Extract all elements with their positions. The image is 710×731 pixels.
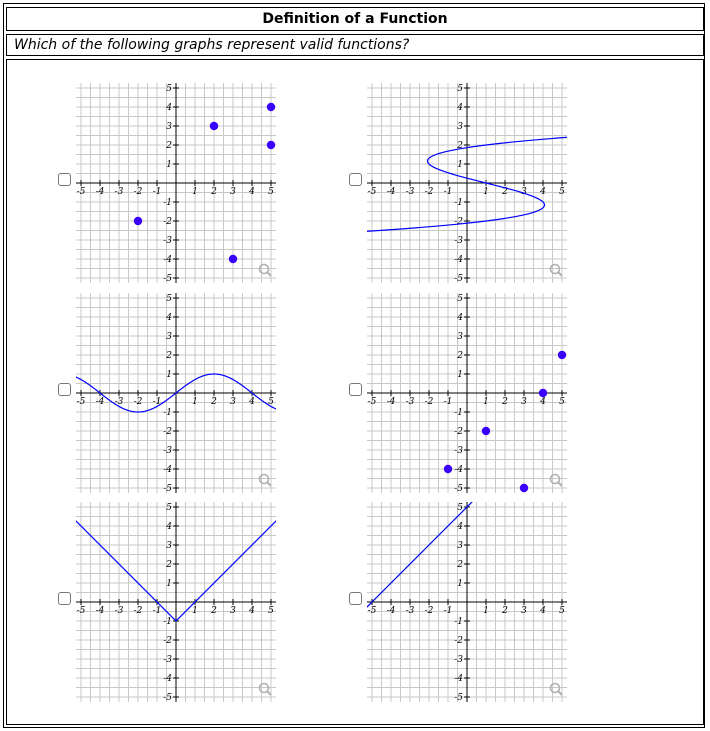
x-tick-label: -2 [133, 397, 143, 407]
data-point [444, 465, 452, 473]
y-tick-label: 4 [457, 522, 463, 532]
x-tick-label: -3 [114, 187, 124, 197]
y-tick-label: 3 [457, 122, 463, 132]
data-point [482, 427, 490, 435]
y-tick-label: 1 [457, 579, 463, 589]
y-tick-label: -1 [163, 198, 172, 208]
x-tick-label: 2 [502, 397, 508, 407]
x-tick-label: 5 [559, 606, 565, 616]
x-tick-label: 2 [211, 187, 217, 197]
y-tick-label: -4 [163, 255, 172, 265]
x-tick-label: -1 [443, 606, 453, 616]
x-tick-label: 1 [192, 606, 198, 616]
x-tick-label: -2 [424, 606, 434, 616]
graph-1 [76, 83, 276, 283]
checkbox-graph-3[interactable] [58, 383, 71, 396]
y-tick-label: 5 [457, 503, 463, 513]
y-tick-label: 2 [457, 560, 463, 570]
page-title: Definition of a Function [262, 11, 448, 27]
y-tick-label: 5 [166, 84, 172, 94]
y-tick-label: 2 [457, 351, 463, 361]
x-tick-label: -5 [367, 397, 377, 407]
graph-6 [367, 502, 567, 702]
y-tick-label: -3 [163, 655, 172, 665]
checkbox-graph-5[interactable] [58, 592, 71, 605]
data-point [267, 103, 275, 111]
x-tick-label: 5 [559, 397, 565, 407]
title-bar [6, 7, 704, 31]
x-tick-label: -3 [405, 606, 415, 616]
y-tick-label: -5 [163, 274, 172, 284]
x-tick-label: -4 [95, 397, 105, 407]
x-tick-label: -3 [114, 606, 124, 616]
y-tick-label: -2 [163, 427, 172, 437]
x-tick-label: -2 [424, 397, 434, 407]
x-tick-label: 3 [230, 397, 236, 407]
x-tick-label: -3 [405, 397, 415, 407]
y-tick-label: -4 [163, 674, 172, 684]
x-tick-label: 1 [483, 187, 489, 197]
x-tick-label: 3 [230, 187, 236, 197]
y-tick-label: 3 [166, 541, 172, 551]
y-tick-label: 4 [166, 313, 172, 323]
y-tick-label: 3 [457, 332, 463, 342]
y-tick-label: 1 [166, 160, 172, 170]
x-tick-label: -5 [367, 187, 377, 197]
y-tick-label: 3 [166, 122, 172, 132]
y-tick-label: 5 [457, 84, 463, 94]
x-tick-label: -2 [133, 606, 143, 616]
x-tick-label: 1 [483, 397, 489, 407]
y-tick-label: -4 [163, 465, 172, 475]
y-tick-label: -1 [163, 408, 172, 418]
y-tick-label: 5 [457, 294, 463, 304]
y-tick-label: -2 [454, 636, 463, 646]
y-tick-label: 5 [166, 294, 172, 304]
x-tick-label: -1 [443, 187, 453, 197]
x-tick-label: -5 [367, 606, 377, 616]
x-tick-label: -3 [114, 397, 124, 407]
x-tick-label: 4 [249, 187, 255, 197]
y-tick-label: -5 [454, 484, 463, 494]
x-tick-label: 4 [249, 397, 255, 407]
data-point [267, 141, 275, 149]
x-tick-label: -1 [152, 606, 162, 616]
y-tick-label: -1 [454, 198, 463, 208]
graph-2 [367, 83, 567, 283]
y-tick-label: 4 [457, 103, 463, 113]
question-bar [6, 34, 704, 56]
y-tick-label: -3 [454, 655, 463, 665]
x-tick-label: 1 [192, 397, 198, 407]
y-tick-label: -3 [163, 236, 172, 246]
y-tick-label: -5 [163, 484, 172, 494]
x-tick-label: -5 [76, 187, 86, 197]
x-tick-label: 2 [502, 187, 508, 197]
x-tick-label: -3 [405, 187, 415, 197]
x-tick-label: -4 [386, 187, 396, 197]
y-tick-label: 2 [457, 141, 463, 151]
x-tick-label: -4 [386, 397, 396, 407]
x-tick-label: 5 [268, 397, 274, 407]
y-tick-label: 1 [166, 579, 172, 589]
x-tick-label: 2 [502, 606, 508, 616]
data-point [229, 255, 237, 263]
x-tick-label: -2 [424, 187, 434, 197]
data-point [520, 484, 528, 492]
x-tick-label: -4 [95, 606, 105, 616]
checkbox-graph-1[interactable] [58, 173, 71, 186]
y-tick-label: -2 [163, 217, 172, 227]
x-tick-label: 3 [521, 187, 527, 197]
x-tick-label: 5 [268, 187, 274, 197]
x-tick-label: -4 [386, 606, 396, 616]
y-tick-label: 2 [166, 141, 172, 151]
y-tick-label: 3 [166, 332, 172, 342]
y-tick-label: 2 [166, 351, 172, 361]
y-tick-label: 2 [166, 560, 172, 570]
data-point [539, 389, 547, 397]
x-tick-label: -2 [133, 187, 143, 197]
x-tick-label: 4 [540, 606, 546, 616]
x-tick-label: 1 [483, 606, 489, 616]
y-tick-label: 1 [457, 370, 463, 380]
x-tick-label: 4 [249, 606, 255, 616]
y-tick-label: -1 [163, 617, 172, 627]
y-tick-label: -4 [454, 255, 463, 265]
checkbox-graph-6[interactable] [349, 592, 362, 605]
data-point [210, 122, 218, 130]
y-tick-label: -2 [163, 636, 172, 646]
x-tick-label: -1 [443, 397, 453, 407]
x-tick-label: 1 [192, 187, 198, 197]
y-tick-label: 4 [166, 103, 172, 113]
x-tick-label: 3 [521, 606, 527, 616]
question-text: Which of the following graphs represent valid functions? [14, 37, 410, 53]
y-tick-label: -4 [454, 465, 463, 475]
y-tick-label: -2 [454, 217, 463, 227]
x-tick-label: -1 [152, 187, 162, 197]
x-tick-label: 3 [230, 606, 236, 616]
y-tick-label: -5 [454, 693, 463, 703]
data-point [134, 217, 142, 225]
x-tick-label: 2 [211, 397, 217, 407]
y-tick-label: 5 [166, 503, 172, 513]
checkbox-graph-2[interactable] [349, 173, 362, 186]
x-tick-label: 4 [540, 187, 546, 197]
checkbox-graph-4[interactable] [349, 383, 362, 396]
x-tick-label: -5 [76, 606, 86, 616]
data-point [558, 351, 566, 359]
y-tick-label: -3 [163, 446, 172, 456]
graph-3 [76, 293, 276, 493]
y-tick-label: 3 [457, 541, 463, 551]
graph-5 [76, 502, 276, 702]
y-tick-label: -1 [454, 408, 463, 418]
y-tick-label: -5 [163, 693, 172, 703]
x-tick-label: 3 [521, 397, 527, 407]
x-tick-label: 4 [540, 397, 546, 407]
y-tick-label: -1 [454, 617, 463, 627]
x-tick-label: -1 [152, 397, 162, 407]
y-tick-label: 1 [166, 370, 172, 380]
x-tick-label: 5 [268, 606, 274, 616]
graph-4 [367, 293, 567, 493]
y-tick-label: -3 [454, 236, 463, 246]
x-tick-label: 2 [211, 606, 217, 616]
y-tick-label: -5 [454, 274, 463, 284]
x-tick-label: -5 [76, 397, 86, 407]
y-tick-label: -2 [454, 427, 463, 437]
y-tick-label: -4 [454, 674, 463, 684]
y-tick-label: -3 [454, 446, 463, 456]
x-tick-label: -4 [95, 187, 105, 197]
y-tick-label: 4 [166, 522, 172, 532]
y-tick-label: 4 [457, 313, 463, 323]
y-tick-label: 1 [457, 160, 463, 170]
x-tick-label: 5 [559, 187, 565, 197]
